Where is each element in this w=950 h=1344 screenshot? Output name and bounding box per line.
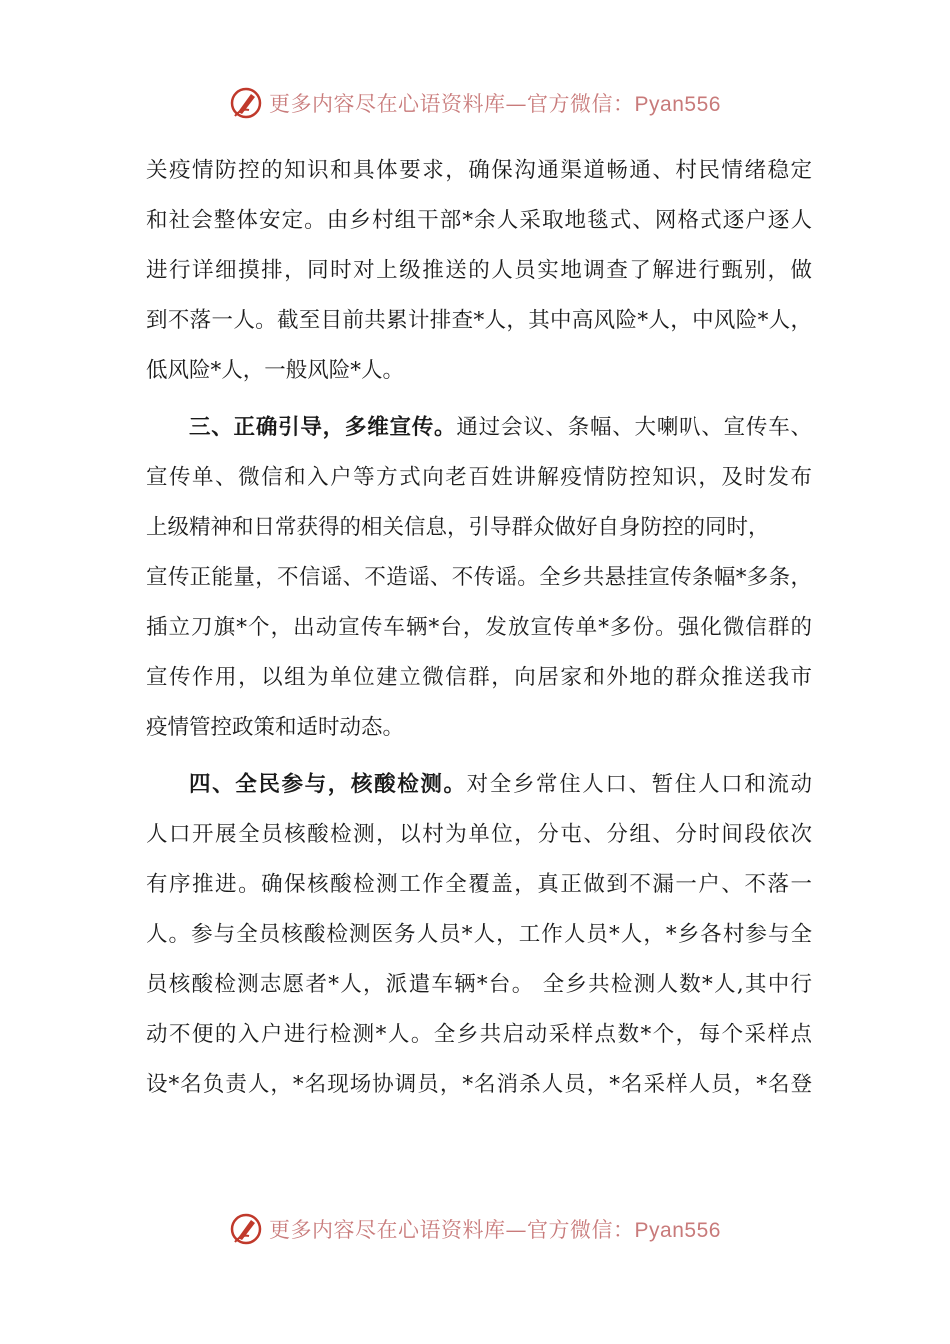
text-line: 员核酸检测志愿者*人，派遣车辆*台。 全乡共检测人数*人,其中行: [146, 972, 812, 997]
document-body: [146, 146, 812, 1110]
header-watermark-banner: [0, 86, 950, 120]
text-line: 宣传作用，以组为单位建立微信群，向居家和外地的群众推送我市: [146, 665, 812, 690]
watermark-text: 更多内容尽在心语资料库—官方微信：Pyan556: [269, 1218, 721, 1242]
text-line: 插立刀旗*个，出动宣传车辆*台，发放宣传单*多份。强化微信群的: [146, 615, 812, 640]
section-heading-4: 四、全民参与，核酸检测。: [189, 772, 467, 797]
text-line: 动不便的入户进行检测*人。全乡共启动采样点数*个，每个采样点: [146, 1022, 812, 1047]
text-line: 设*名负责人，*名现场协调员，*名消杀人员，*名采样人员，*名登: [146, 1072, 812, 1097]
text-line: 人。参与全员核酸检测医务人员*人，工作人员*人，*乡各村参与全: [146, 922, 812, 947]
footer-watermark-banner: [0, 1212, 950, 1246]
text-line: 关疫情防控的知识和具体要求，确保沟通渠道畅通、村民情绪稳定: [146, 158, 812, 183]
text-line: 上级精神和日常获得的相关信息，引导群众做好自身防控的同时，: [146, 515, 770, 540]
section-heading-3: 三、正确引导，多维宣传。: [189, 415, 457, 440]
text-line: 宣传单、微信和入户等方式向老百姓讲解疫情防控知识，及时发布: [146, 465, 812, 490]
text-line: 到不落一人。截至目前共累计排查*人，其中高风险*人，中风险*人，: [146, 308, 812, 333]
text-line: 疫情管控政策和适时动态。: [146, 715, 405, 740]
pen-nib-circle-icon: [229, 86, 263, 120]
text-line: 宣传正能量，不信谣、不造谣、不传谣。全乡共悬挂宣传条幅*多条，: [146, 565, 812, 590]
text-line: 人口开展全员核酸检测，以村为单位，分屯、分组、分时间段依次: [146, 822, 812, 847]
text-line: 和社会整体安定。由乡村组干部*余人采取地毯式、网格式逐户逐人: [146, 208, 812, 233]
pen-nib-circle-icon: [229, 1212, 263, 1246]
paragraph-first-line: 四、全民参与，核酸检测。对全乡常住人口、暂住人口和流动: [189, 772, 812, 797]
text-line: 有序推进。确保核酸检测工作全覆盖，真正做到不漏一户、不落一: [146, 872, 812, 897]
watermark-text: 更多内容尽在心语资料库—官方微信：Pyan556: [269, 92, 721, 116]
text-line: 低风险*人，一般风险*人。: [146, 358, 405, 383]
text-line: 进行详细摸排，同时对上级推送的人员实地调查了解进行甄别，做: [146, 258, 812, 283]
paragraph-first-line: 三、正确引导，多维宣传。通过会议、条幅、大喇叭、宣传车、: [189, 415, 812, 440]
